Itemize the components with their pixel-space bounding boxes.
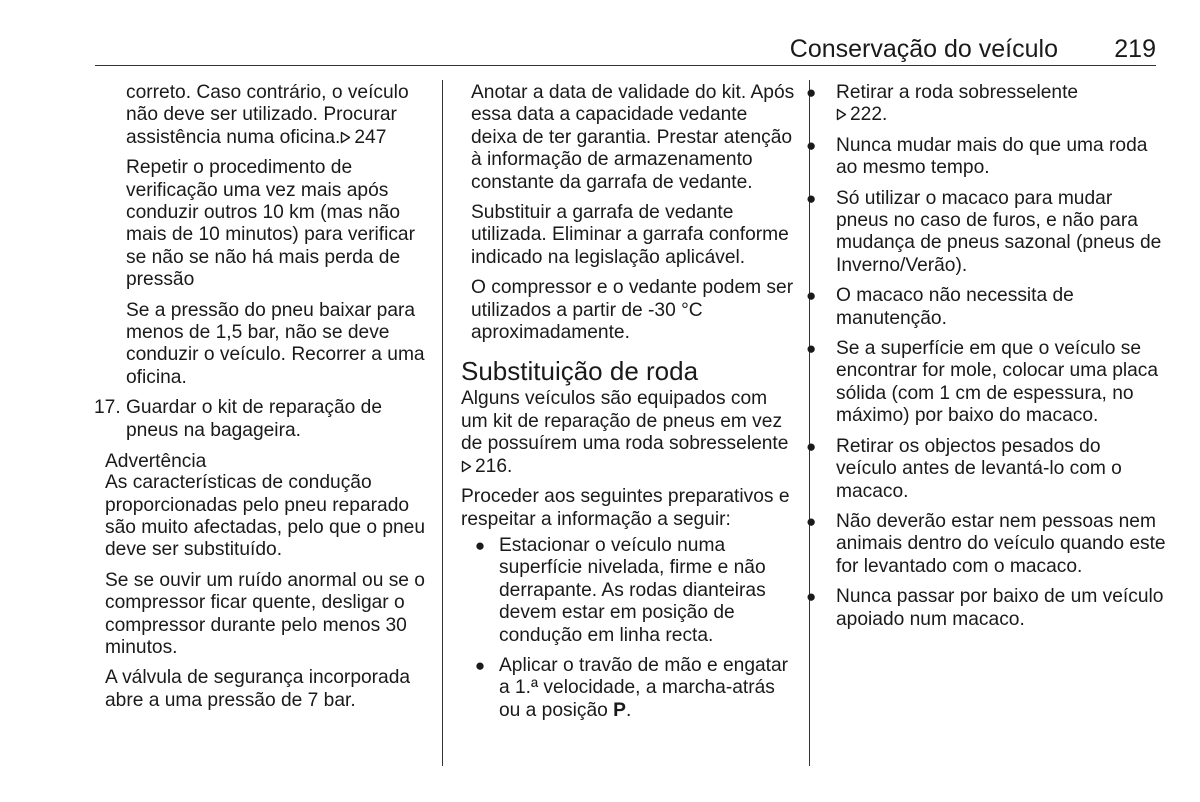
list-item: [804, 285, 1166, 330]
step-text: Guardar o kit de reparação de pneus na bagageira.: [126, 397, 382, 441]
bullet-dot-icon: ●: [806, 135, 817, 155]
numbered-step: [94, 397, 434, 442]
section-heading: Substituição de roda: [461, 356, 699, 387]
reference-arrow-icon: [340, 131, 351, 144]
warning-title: Advertência: [105, 451, 207, 473]
list-item-text: Retirar os objectos pesados do veículo antes de levantá-lo com o macaco.: [836, 435, 1122, 502]
list-item-text: Estacionar o veículo numa superfície nivelada, firme e não derrapante. As rodas dianteiras devem estar em posição de condução em linha recta.: [499, 534, 766, 646]
bullet-dot-icon: ●: [806, 587, 817, 607]
list-item-text: Nunca mudar mais do que uma roda ao mesmo tempo.: [836, 134, 1148, 179]
list-item-text: Só utilizar o macaco para mudar pneus no caso de furos, e não para mudança de pneus sazonal (pneus de Inverno/Verão).: [836, 187, 1162, 276]
list-item: [461, 655, 795, 722]
paragraph: Substituir a garrafa de vedante utilizada. Eliminar a garrafa conforme indicado na legislação aplicável.: [471, 202, 789, 268]
bullet-dot-icon: ●: [806, 339, 817, 359]
list-item-text: O macaco não necessita de manutenção.: [836, 285, 1074, 329]
paragraph: Anotar a data de validade do kit. Após essa data a capacidade vedante deixa de ter garantia. Prestar atenção à informação de armazenamento constante da garrafa de vedante.: [471, 82, 795, 193]
column-3: [806, 82, 1166, 631]
bullet-dot-icon: ●: [474, 535, 486, 555]
bullet-dot-icon: ●: [806, 511, 817, 531]
bullet-dot-icon: ●: [806, 188, 817, 208]
paragraph: Repetir o procedimento de verificação uma vez mais após conduzir outros 10 km (mas não mais de 10 minutos) para verificar se não se não há mais perda de pressão: [126, 157, 415, 291]
paragraph: [126, 82, 434, 149]
paragraph: Se a pressão do pneu baixar para menos de 1,5 bar, não se deve conduzir o veículo. Recorrer a uma oficina.: [126, 299, 425, 388]
paragraph: Proceder aos seguintes preparativos e respeitar a informação a seguir:: [461, 486, 790, 530]
paragraph: [461, 388, 795, 478]
list-item: [804, 135, 1166, 180]
list-item-text: Nunca passar por baixo de um veículo apoiado num macaco.: [836, 586, 1164, 630]
page-number: 219: [1114, 35, 1156, 63]
step-number: 17.: [94, 397, 121, 419]
page-reference[interactable]: 216.: [461, 456, 512, 477]
list-item-text: Retirar a roda sobresselente 222.: [836, 82, 1079, 126]
list-item: [804, 436, 1166, 503]
list-item-text: Não deverão estar nem pessoas nem animais dentro do veículo quando este for levantado com o macaco.: [836, 510, 1166, 577]
bullet-dot-icon: ●: [806, 286, 817, 306]
page-reference[interactable]: 222.: [836, 104, 887, 125]
list-item: [804, 82, 1166, 127]
paragraph-text: Alguns veículos são equipados com um kit de reparação de pneus em vez de possuírem uma roda sobresselente: [461, 388, 789, 455]
page-reference[interactable]: [340, 127, 386, 148]
warning-paragraph: Se se ouvir um ruído anormal ou se o compressor ficar quente, desligar o compressor durante pelo menos 30 minutos.: [105, 569, 425, 658]
paragraph: O compressor e o vedante podem ser utilizados a partir de -30 °C aproximadamente.: [471, 277, 794, 344]
bullet-dot-icon: ●: [806, 83, 817, 102]
warning-paragraph: A válvula de segurança incorporada abre a uma pressão de 7 bar.: [105, 667, 411, 711]
page-reference-number: 222: [850, 104, 883, 126]
column-2: [461, 82, 795, 722]
gear-position-p: P: [613, 699, 626, 721]
warning-paragraph: As características de condução proporcionadas pelo pneu reparado são muito afectadas, pelo que o pneu deve ser substituído.: [105, 472, 426, 561]
column-divider-1: [442, 80, 443, 766]
header-divider: [95, 65, 1156, 66]
list-item-text: Se a superfície em que o veículo se encontrar for mole, colocar uma placa sólida (com 1 cm de espessura, no máximo) por baixo do macaco.: [836, 338, 1159, 427]
bullet-dot-icon: ●: [474, 655, 486, 675]
column-1: [94, 82, 434, 712]
reference-arrow-icon: [836, 108, 847, 121]
list-item: [804, 511, 1166, 578]
page-reference-number: 247: [354, 126, 387, 148]
page-title: Conservação do veículo: [789, 35, 1058, 63]
list-item: [804, 338, 1166, 428]
list-item: [461, 535, 795, 647]
page-reference-number: 216: [475, 455, 508, 477]
bullet-dot-icon: ●: [806, 436, 817, 456]
list-item: [804, 188, 1166, 278]
paragraph-text: correto. Caso contrário, o veículo não deve ser utilizado. Procurar assistência numa oficina.: [126, 82, 409, 148]
list-item: [804, 586, 1166, 631]
reference-arrow-icon: [461, 460, 472, 473]
list-item-text: Aplicar o travão de mão e engatar a 1.ª velocidade, a marcha-atrás ou a posição P.: [499, 654, 789, 721]
